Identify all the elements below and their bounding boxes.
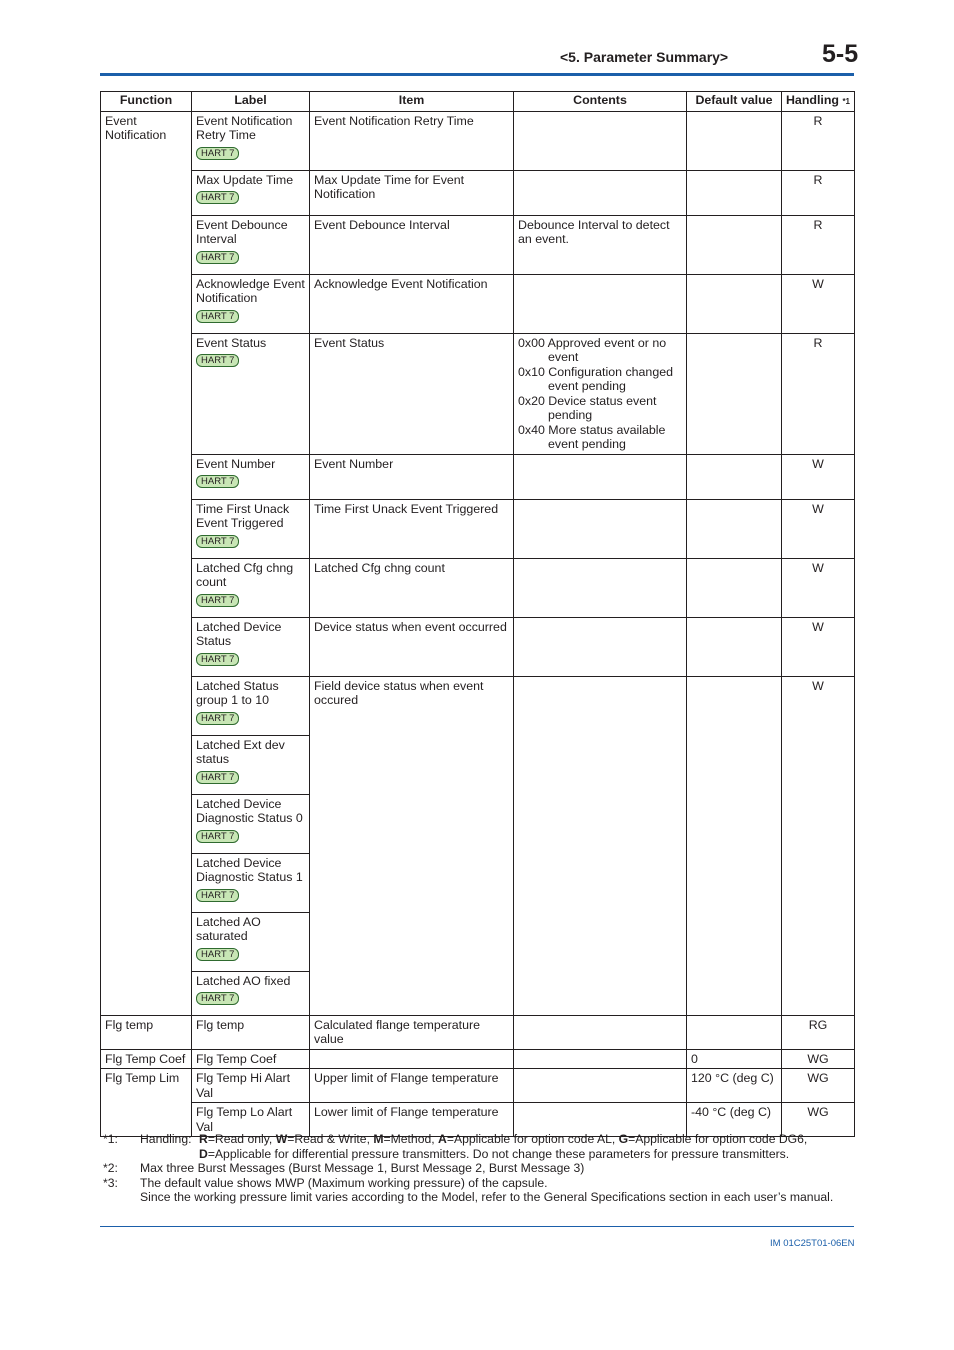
label-text: Latched AO saturated bbox=[196, 914, 261, 943]
label-text: Latched AO fixed bbox=[196, 973, 291, 988]
handling-description: =Applicable for option code DG6, bbox=[628, 1132, 808, 1146]
table-row bbox=[101, 558, 855, 617]
function-cell: Flg temp bbox=[101, 1015, 192, 1049]
status-code-line: 0x00 Approved event or no event bbox=[518, 335, 667, 364]
footnote-2 bbox=[103, 1161, 863, 1176]
table-row bbox=[101, 111, 855, 170]
item-cell: Latched Cfg chng count bbox=[310, 558, 514, 617]
contents-cell bbox=[514, 274, 687, 333]
label-cell: Flg Temp Coef bbox=[192, 1049, 310, 1069]
label-cell bbox=[192, 333, 310, 454]
handling-cell: RG bbox=[782, 1015, 855, 1049]
label-text: Event Number bbox=[196, 456, 276, 471]
handling-cell: W bbox=[782, 617, 855, 676]
contents-cell bbox=[514, 617, 687, 676]
item-cell: Device status when event occurred bbox=[310, 617, 514, 676]
footnote-line: The default value shows MWP (Maximum working pressure) of the capsule. bbox=[140, 1175, 548, 1190]
default-cell bbox=[687, 170, 782, 215]
status-code-line: 0x10 Configuration changed event pending bbox=[518, 364, 673, 393]
default-cell bbox=[687, 333, 782, 454]
label-text: Latched Status group 1 to 10 bbox=[196, 678, 279, 707]
label-cell bbox=[192, 971, 310, 1015]
item-cell: Max Update Time for Event Notification bbox=[310, 170, 514, 215]
label-text: Acknowledge Event Notification bbox=[196, 276, 305, 305]
contents-cell: Debounce Interval to detect an event. bbox=[514, 215, 687, 274]
item-cell: Lower limit of Flange temperature bbox=[310, 1103, 514, 1137]
parameter-table bbox=[100, 91, 855, 1137]
handling-cell: WG bbox=[782, 1049, 855, 1069]
label-text: Latched Cfg chng count bbox=[196, 560, 294, 589]
item-cell: Acknowledge Event Notification bbox=[310, 274, 514, 333]
table-row bbox=[101, 454, 855, 499]
label-cell bbox=[192, 853, 310, 912]
label-cell bbox=[192, 676, 310, 735]
handling-description: =Applicable for differential pressure transmitters. Do not change these parameters for pressure transmitters. bbox=[207, 1146, 790, 1161]
default-cell bbox=[687, 1015, 782, 1049]
table-row bbox=[101, 676, 855, 735]
item-cell: Event Status bbox=[310, 333, 514, 454]
handling-cell: W bbox=[782, 454, 855, 499]
handling-description: =Read only, bbox=[207, 1132, 276, 1146]
col-header-item: Item bbox=[310, 92, 514, 112]
col-header-default: Default value bbox=[687, 92, 782, 112]
table-row bbox=[101, 499, 855, 558]
table-row bbox=[101, 215, 855, 274]
hart7-badge: HART 7 bbox=[196, 147, 239, 160]
function-cell: Flg Temp Coef bbox=[101, 1049, 192, 1069]
table-row bbox=[101, 170, 855, 215]
label-text: Time First Unack Event Triggered bbox=[196, 501, 290, 530]
table-row bbox=[101, 1049, 855, 1069]
footnote-mark: *2: bbox=[103, 1161, 118, 1175]
page-number: 5-5 bbox=[822, 40, 859, 68]
contents-cell bbox=[514, 333, 687, 454]
function-cell: Event Notification bbox=[101, 111, 192, 1015]
item-cell: Event Notification Retry Time bbox=[310, 111, 514, 170]
default-cell: -40 °C (deg C) bbox=[687, 1103, 782, 1137]
header-rule bbox=[100, 73, 854, 76]
default-cell bbox=[687, 617, 782, 676]
hart7-badge: HART 7 bbox=[196, 535, 239, 548]
hart7-badge: HART 7 bbox=[196, 354, 239, 367]
table-row bbox=[101, 617, 855, 676]
contents-cell bbox=[514, 558, 687, 617]
handling-cell: R bbox=[782, 111, 855, 170]
item-cell: Upper limit of Flange temperature bbox=[310, 1069, 514, 1103]
function-cell: Flg Temp Lim bbox=[101, 1069, 192, 1137]
table-row bbox=[101, 1069, 855, 1103]
handling-cell: WG bbox=[782, 1069, 855, 1103]
default-cell bbox=[687, 558, 782, 617]
hart7-badge: HART 7 bbox=[196, 830, 239, 843]
footnote-line: Since the working pressure limit varies according to the Model, refer to the General Specifications section in each user’s manual. bbox=[140, 1190, 834, 1204]
default-cell: 120 °C (deg C) bbox=[687, 1069, 782, 1103]
status-code-line: 0x40 More status available event pending bbox=[518, 422, 666, 451]
label-text: Max Update Time bbox=[196, 172, 294, 187]
default-cell bbox=[687, 676, 782, 1015]
item-cell: Time First Unack Event Triggered bbox=[310, 499, 514, 558]
footnote-text-block bbox=[140, 1176, 833, 1205]
hart7-badge: HART 7 bbox=[196, 948, 239, 961]
contents-cell bbox=[514, 454, 687, 499]
status-code-line: 0x20 Device status event pending bbox=[518, 393, 657, 422]
item-cell: Event Debounce Interval bbox=[310, 215, 514, 274]
default-cell bbox=[687, 111, 782, 170]
footnote-label: Handling: bbox=[140, 1132, 192, 1146]
footnote-text: Max three Burst Messages (Burst Message 1, Burst Message 2, Burst Message 3) bbox=[140, 1161, 585, 1175]
label-cell bbox=[192, 558, 310, 617]
col-header-function: Function bbox=[101, 92, 192, 112]
hart7-badge: HART 7 bbox=[196, 653, 239, 666]
handling-code: D bbox=[199, 1146, 208, 1161]
label-cell bbox=[192, 215, 310, 274]
label-text: Latched Device Diagnostic Status 0 bbox=[196, 796, 303, 825]
footnote-1 bbox=[103, 1132, 863, 1161]
handling-code: M bbox=[373, 1132, 384, 1146]
handling-cell: W bbox=[782, 558, 855, 617]
document-code: IM 01C25T01-06EN bbox=[770, 1238, 855, 1249]
handling-code: A bbox=[438, 1132, 447, 1146]
contents-cell bbox=[514, 1015, 687, 1049]
label-cell bbox=[192, 735, 310, 794]
label-cell: Flg Temp Hi Alart Val bbox=[192, 1069, 310, 1103]
label-cell bbox=[192, 912, 310, 971]
label-cell: Flg Temp Lo Alart Val bbox=[192, 1103, 310, 1137]
handling-code: R bbox=[199, 1132, 208, 1146]
hart7-badge: HART 7 bbox=[196, 771, 239, 784]
hart7-badge: HART 7 bbox=[196, 310, 239, 323]
handling-code: G bbox=[618, 1132, 629, 1146]
handling-cell: WG bbox=[782, 1103, 855, 1137]
handling-header-text: Handling bbox=[785, 93, 839, 107]
contents-cell bbox=[514, 499, 687, 558]
default-cell: 0 bbox=[687, 1049, 782, 1069]
table-header-row bbox=[101, 92, 855, 112]
handling-description: =Method, bbox=[383, 1132, 439, 1146]
col-header-handling bbox=[782, 92, 855, 112]
label-cell: Flg temp bbox=[192, 1015, 310, 1049]
label-cell bbox=[192, 454, 310, 499]
default-cell bbox=[687, 454, 782, 499]
handling-legend-text bbox=[199, 1132, 863, 1161]
footnote-mark: *3: bbox=[103, 1175, 118, 1190]
label-text: Latched Device Diagnostic Status 1 bbox=[196, 855, 303, 884]
table-row bbox=[101, 333, 855, 454]
label-cell bbox=[192, 499, 310, 558]
label-cell bbox=[192, 111, 310, 170]
footnotes bbox=[103, 1132, 863, 1205]
section-title: <5. Parameter Summary> bbox=[560, 49, 729, 65]
default-cell bbox=[687, 274, 782, 333]
table-row bbox=[101, 1015, 855, 1049]
item-cell: Event Number bbox=[310, 454, 514, 499]
hart7-badge: HART 7 bbox=[196, 712, 239, 725]
handling-cell: W bbox=[782, 676, 855, 1015]
handling-cell: R bbox=[782, 170, 855, 215]
label-text: Event Debounce Interval bbox=[196, 217, 288, 246]
default-cell bbox=[687, 215, 782, 274]
contents-cell bbox=[514, 1049, 687, 1069]
handling-description: =Applicable for option code AL, bbox=[446, 1132, 619, 1146]
contents-cell bbox=[514, 170, 687, 215]
footnote-mark: *1: bbox=[103, 1132, 118, 1146]
item-cell: Field device status when event occured bbox=[310, 676, 514, 1015]
label-text: Event Notification Retry Time bbox=[196, 113, 293, 142]
footer-rule bbox=[100, 1226, 854, 1227]
handling-cell: W bbox=[782, 499, 855, 558]
hart7-badge: HART 7 bbox=[196, 191, 239, 204]
default-cell bbox=[687, 499, 782, 558]
handling-code: W bbox=[275, 1132, 288, 1146]
col-header-label: Label bbox=[192, 92, 310, 112]
label-text: Latched Ext dev status bbox=[196, 737, 285, 766]
label-cell bbox=[192, 170, 310, 215]
item-cell bbox=[310, 1049, 514, 1069]
label-cell bbox=[192, 274, 310, 333]
hart7-badge: HART 7 bbox=[196, 992, 239, 1005]
item-cell: Calculated flange temperature value bbox=[310, 1015, 514, 1049]
hart7-badge: HART 7 bbox=[196, 889, 239, 902]
footnote-3 bbox=[103, 1176, 863, 1205]
label-text: Event Status bbox=[196, 335, 267, 350]
label-cell bbox=[192, 794, 310, 853]
contents-cell bbox=[514, 111, 687, 170]
handling-footnote-mark: *1 bbox=[842, 97, 850, 106]
hart7-badge: HART 7 bbox=[196, 251, 239, 264]
hart7-badge: HART 7 bbox=[196, 475, 239, 488]
hart7-badge: HART 7 bbox=[196, 594, 239, 607]
label-cell bbox=[192, 617, 310, 676]
handling-cell: R bbox=[782, 215, 855, 274]
contents-cell bbox=[514, 676, 687, 1015]
col-header-contents: Contents bbox=[514, 92, 687, 112]
handling-cell: R bbox=[782, 333, 855, 454]
label-text: Latched Device Status bbox=[196, 619, 282, 648]
table-row bbox=[101, 274, 855, 333]
handling-description: =Read & Write, bbox=[287, 1132, 374, 1146]
contents-cell bbox=[514, 1069, 687, 1103]
handling-cell: W bbox=[782, 274, 855, 333]
